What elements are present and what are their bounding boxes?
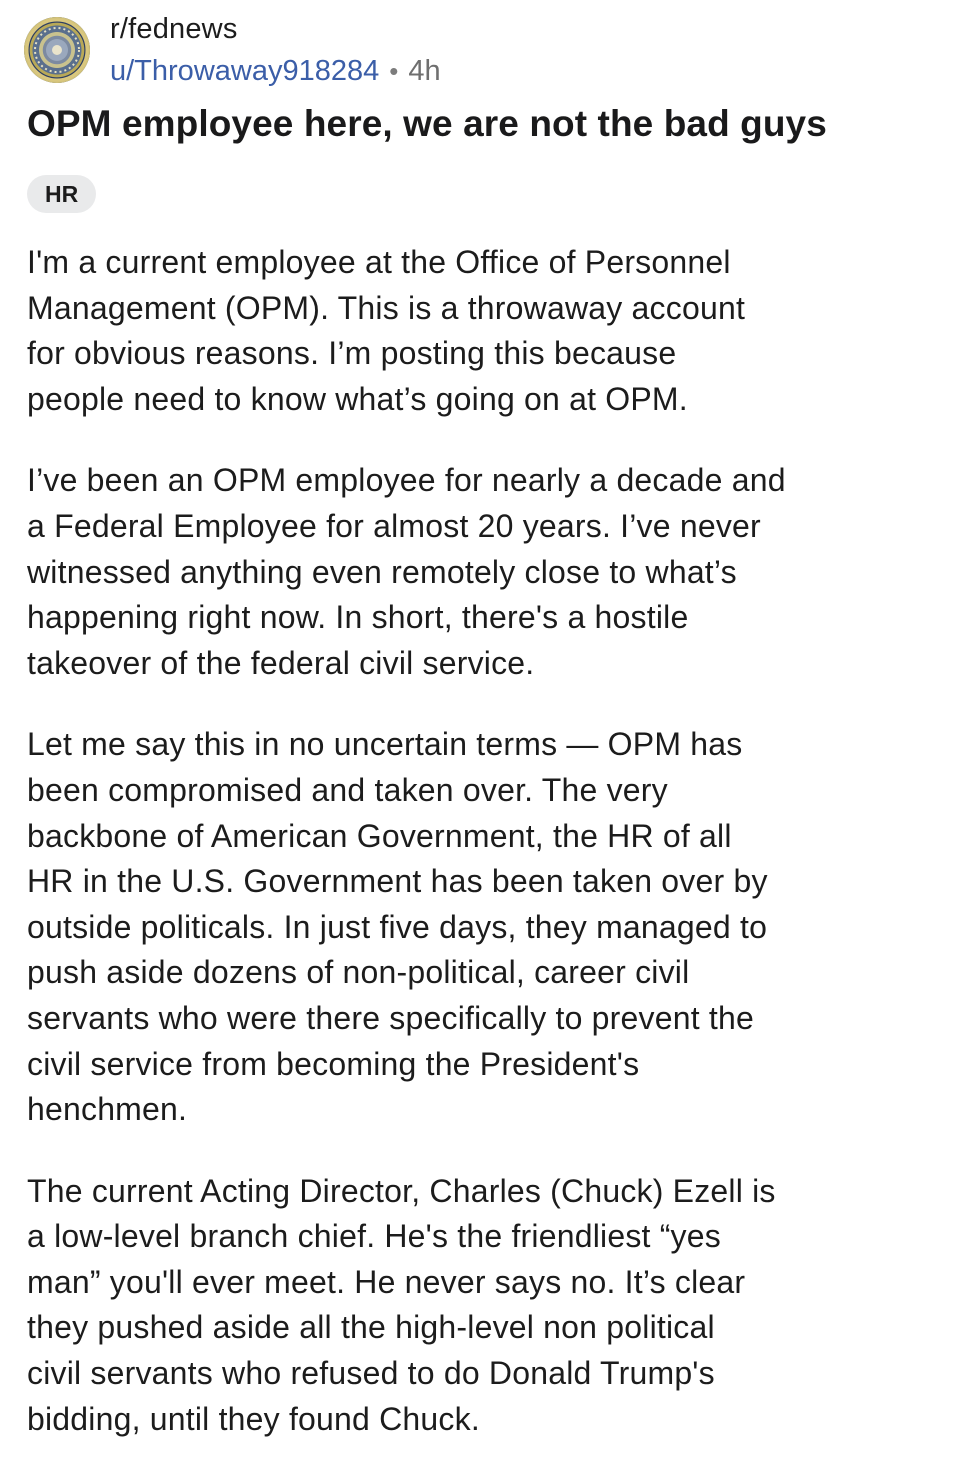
body-line: civil servants who refused to do Donald Trump's — [27, 1355, 715, 1392]
body-paragraph — [27, 1169, 952, 1443]
body-line: been compromised and taken over. The very — [27, 771, 668, 808]
post-header — [24, 10, 441, 90]
body-line: I’ve been an OPM employee for nearly a decade and — [27, 462, 786, 499]
body-line: civil service from becoming the President's — [27, 1045, 640, 1082]
body-line: bidding, until they found Chuck. — [27, 1400, 480, 1437]
body-line: push aside dozens of non-political, career civil — [27, 954, 690, 991]
body-line: HR in the U.S. Government has been taken over by — [27, 863, 768, 900]
body-line: takeover of the federal civil service. — [27, 644, 535, 681]
subreddit-seal-icon[interactable] — [24, 17, 90, 83]
author-line — [110, 54, 441, 88]
subreddit-name[interactable]: r/fednews — [110, 13, 238, 45]
body-line: happening right now. In short, there's a hostile — [27, 599, 689, 636]
body-line: Management (OPM). This is a throwaway account — [27, 289, 746, 326]
body-line: outside politicals. In just five days, they managed to — [27, 908, 768, 945]
body-line: henchmen. — [27, 1091, 188, 1128]
separator-dot: • — [389, 56, 399, 86]
post-meta — [110, 12, 441, 88]
body-line: The current Acting Director, Charles (Chuck) Ezell is — [27, 1172, 776, 1209]
body-line: for obvious reasons. I’m posting this because — [27, 335, 677, 372]
body-line: people need to know what’s going on at OPM. — [27, 380, 688, 417]
post-time: 4h — [408, 55, 441, 87]
body-line: witnessed anything even remotely close to what’s — [27, 553, 737, 590]
body-paragraph — [27, 722, 952, 1132]
body-line: a Federal Employee for almost 20 years. I’ve never — [27, 507, 761, 544]
post-body — [27, 240, 952, 1478]
body-line: backbone of American Government, the HR of all — [27, 817, 732, 854]
body-line: man” you'll ever meet. He never says no. It’s clear — [27, 1263, 746, 1300]
body-line: servants who were there specifically to prevent the — [27, 999, 754, 1036]
body-line: a low-level branch chief. He's the friendliest “yes — [27, 1218, 721, 1255]
body-paragraph — [27, 458, 952, 686]
body-paragraph — [27, 240, 952, 422]
post-title[interactable]: OPM employee here, we are not the bad guys — [27, 103, 827, 144]
post-flair[interactable]: HR — [27, 175, 96, 213]
author-username[interactable]: u/Throwaway918284 — [110, 55, 380, 87]
body-line: I'm a current employee at the Office of Personnel — [27, 244, 731, 280]
body-line: they pushed aside all the high-level non political — [27, 1309, 715, 1346]
body-line: Let me say this in no uncertain terms — OPM has — [27, 726, 743, 763]
